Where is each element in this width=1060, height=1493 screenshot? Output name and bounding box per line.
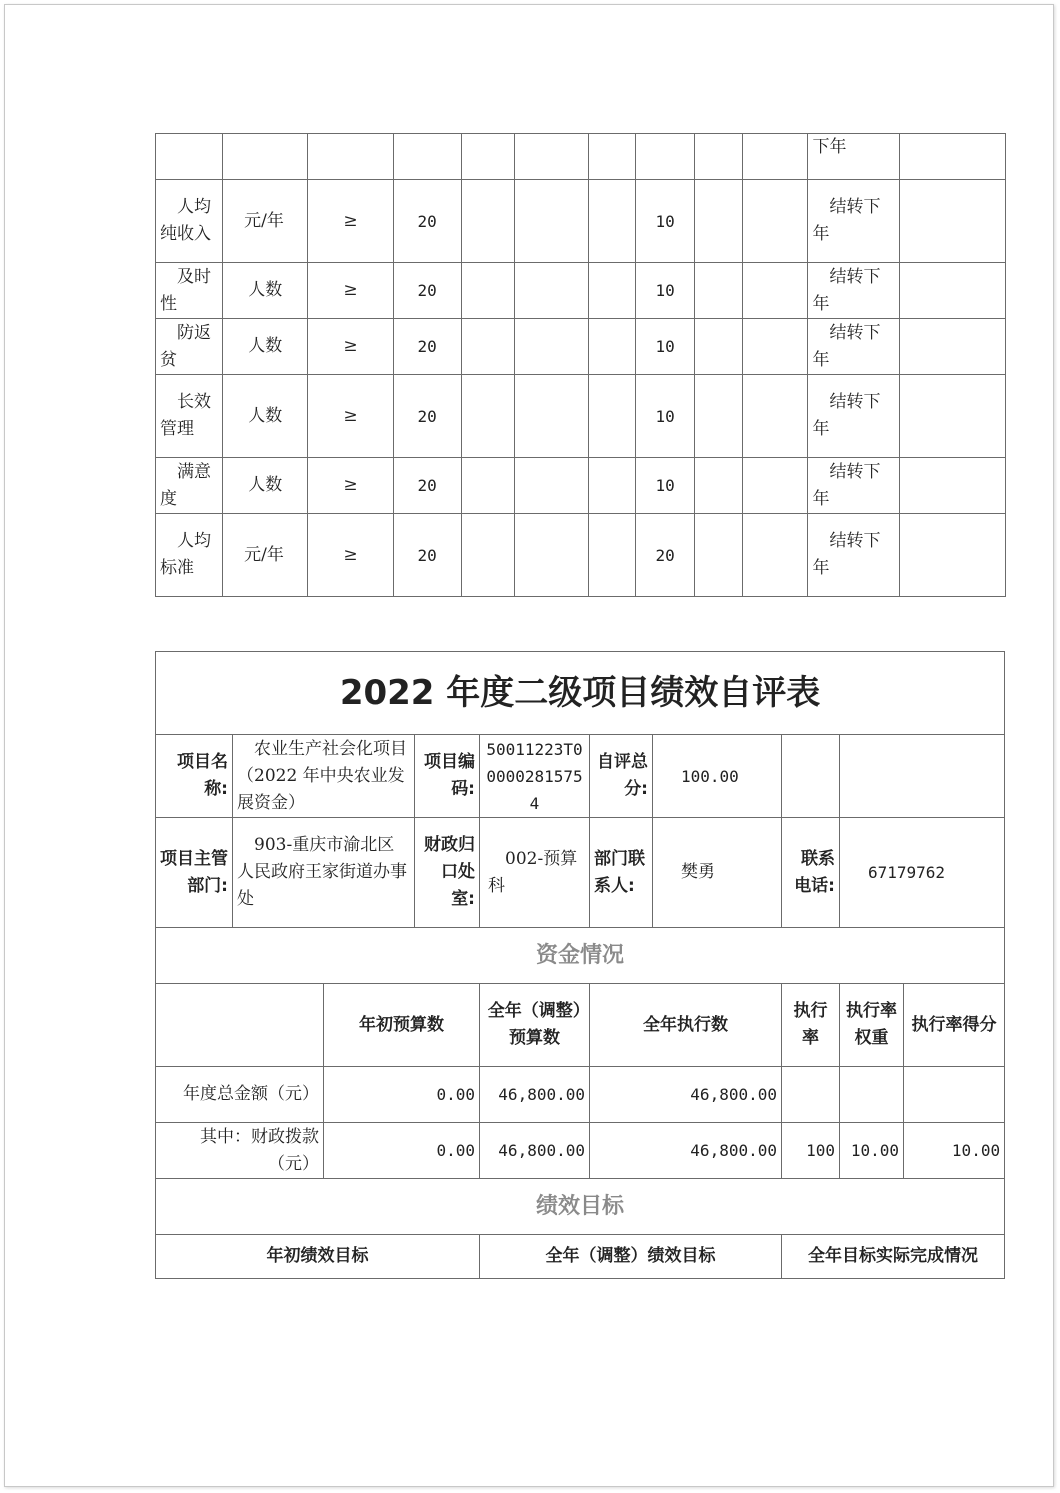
- table-row: [156, 180, 1006, 263]
- finance-value: 002-预算科: [480, 818, 590, 928]
- indicator-unit: 人数: [223, 263, 308, 319]
- goals-header-row: [156, 1235, 1005, 1279]
- column-header: 全年执行数: [590, 984, 782, 1067]
- indicator-unit: 元/年: [223, 180, 308, 263]
- contact-label: 部门联系人:: [590, 818, 653, 928]
- indicator-unit: 元/年: [223, 514, 308, 597]
- table-row: [156, 735, 1005, 818]
- column-header: 年初绩效目标: [156, 1235, 480, 1279]
- indicator-name: 防返贫: [156, 319, 223, 375]
- column-header: 年初预算数: [324, 984, 480, 1067]
- form-title-row: [156, 652, 1005, 735]
- table-row: [156, 319, 1006, 375]
- funds-adjusted: 46,800.00: [480, 1067, 590, 1123]
- dept-value: 903-重庆市渝北区人民政府王家街道办事处: [233, 818, 415, 928]
- indicator-score: 10: [636, 263, 695, 319]
- funds-weight: [840, 1067, 904, 1123]
- evaluation-form: [155, 651, 1005, 1279]
- indicator-status: 结转下年: [808, 514, 899, 597]
- funds-executed: 46,800.00: [590, 1067, 782, 1123]
- table-row: [156, 134, 1006, 180]
- dept-label: 项目主管部门:: [156, 818, 233, 928]
- table-row: [156, 263, 1006, 319]
- indicator-name: 人均纯收入: [156, 180, 223, 263]
- indicator-status: 结转下年: [808, 319, 899, 375]
- indicator-name: 及时性: [156, 263, 223, 319]
- self-score-value: 100.00: [653, 735, 782, 818]
- self-score-label: 自评总分:: [590, 735, 653, 818]
- table-row: [156, 375, 1006, 458]
- indicator-operator: ≥: [308, 263, 393, 319]
- indicator-operator: ≥: [308, 180, 393, 263]
- goals-section-row: [156, 1179, 1005, 1235]
- project-name-label: 项目名称:: [156, 735, 233, 818]
- funds-section-title: 资金情况: [156, 928, 1005, 984]
- indicator-operator: ≥: [308, 514, 393, 597]
- indicator-name: 人均标准: [156, 514, 223, 597]
- indicator-table: [155, 133, 1006, 597]
- indicator-target: 20: [393, 180, 461, 263]
- funds-initial: 0.00: [324, 1067, 480, 1123]
- indicator-target: 20: [393, 458, 461, 514]
- indicator-score: 10: [636, 180, 695, 263]
- column-header: 全年（调整）预算数: [480, 984, 590, 1067]
- column-header: 执行率权重: [840, 984, 904, 1067]
- funds-adjusted: 46,800.00: [480, 1123, 590, 1179]
- indicator-status: 结转下年: [808, 180, 899, 263]
- funds-executed: 46,800.00: [590, 1123, 782, 1179]
- indicator-operator: ≥: [308, 375, 393, 458]
- table-row: [156, 1123, 1005, 1179]
- indicator-score: 10: [636, 375, 695, 458]
- phone-value: 67179762: [840, 818, 1005, 928]
- indicator-target: 20: [393, 375, 461, 458]
- indicator-target: 20: [393, 263, 461, 319]
- indicator-unit: 人数: [223, 319, 308, 375]
- project-code-value: 50011223T000002815754: [480, 735, 590, 818]
- indicator-score: 10: [636, 458, 695, 514]
- table-row: [156, 458, 1006, 514]
- indicator-score: 20: [636, 514, 695, 597]
- goals-section-title: 绩效目标: [156, 1179, 1005, 1235]
- project-code-label: 项目编码:: [415, 735, 480, 818]
- funds-row-label: 其中：财政拨款（元）: [156, 1123, 324, 1179]
- status-cell: 下年: [808, 134, 899, 180]
- funds-weight: 10.00: [840, 1123, 904, 1179]
- indicator-status: 结转下年: [808, 458, 899, 514]
- indicator-target: 20: [393, 319, 461, 375]
- indicator-unit: 人数: [223, 375, 308, 458]
- table-row: [156, 818, 1005, 928]
- funds-header-row: [156, 984, 1005, 1067]
- funds-row-label: 年度总金额（元）: [156, 1067, 324, 1123]
- funds-score: [904, 1067, 1005, 1123]
- form-title: 2022 年度二级项目绩效自评表: [156, 652, 1005, 735]
- indicator-name: 长效管理: [156, 375, 223, 458]
- funds-rate: 100: [782, 1123, 840, 1179]
- indicator-status: 结转下年: [808, 375, 899, 458]
- column-header: 全年（调整）绩效目标: [480, 1235, 782, 1279]
- finance-label: 财政归口处室:: [415, 818, 480, 928]
- phone-label: 联系电话:: [782, 818, 840, 928]
- funds-initial: 0.00: [324, 1123, 480, 1179]
- contact-value: 樊勇: [653, 818, 782, 928]
- indicator-unit: 人数: [223, 458, 308, 514]
- indicator-target: 20: [393, 514, 461, 597]
- indicator-status: 结转下年: [808, 263, 899, 319]
- funds-score: 10.00: [904, 1123, 1005, 1179]
- table-row: [156, 1067, 1005, 1123]
- indicator-operator: ≥: [308, 319, 393, 375]
- funds-rate: [782, 1067, 840, 1123]
- project-name-value: 农业生产社会化项目（2022 年中央农业发展资金）: [233, 735, 415, 818]
- column-header: 执行率: [782, 984, 840, 1067]
- column-header: 执行率得分: [904, 984, 1005, 1067]
- indicator-score: 10: [636, 319, 695, 375]
- funds-section-row: [156, 928, 1005, 984]
- column-header: 全年目标实际完成情况: [782, 1235, 1005, 1279]
- table-row: [156, 514, 1006, 597]
- indicator-name: 满意度: [156, 458, 223, 514]
- indicator-operator: ≥: [308, 458, 393, 514]
